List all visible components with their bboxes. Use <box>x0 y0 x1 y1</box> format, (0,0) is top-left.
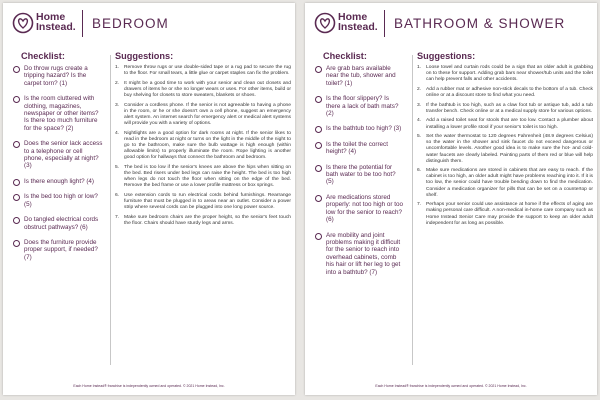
suggestion-item: 2. Add a rubber mat or adhesive non-stick decals to the bottom of a tub. Check online or at a discount store to find what you need. <box>417 86 593 98</box>
suggestion-item: 5. The bed is too low if the senior's knees are above the hips when sitting on the bed. Bed risers under bed legs can raise the height. The bed is too high when legs do not touch the floor when sitting on the edge of the bed. Remove the bed frame or use a lower profile mattress or box springs. <box>115 164 291 188</box>
checkbox-circle-icon[interactable] <box>13 66 20 73</box>
checklist-item[interactable]: Do throw rugs create a tripping hazard? Is the carpet torn? (1) <box>13 65 103 87</box>
checklist-item[interactable]: Are medications stored properly: not too high or too low for the senior to reach? (6) <box>315 194 405 224</box>
checkbox-circle-icon[interactable] <box>315 126 322 133</box>
suggestion-item: 2. It might be a good time to work with your senior and clean out closets and drawers of items he or she no longer wears or uses. For other items, build or buy shelving for closets to store sweaters, blankets or shoes. <box>115 80 291 98</box>
checkbox-circle-icon[interactable] <box>13 141 20 148</box>
suggestion-item: 6. Make sure medications are stored in cabinets that are easy to reach. If the cabinet is too high, an older adult might have problems reaching into it. If it is too low, the senior could have trouble bending down to find the medication. Consider a medication organizer for pills that can be set on a countertop or shelf. <box>417 168 593 198</box>
page-footer: Each Home Instead® franchise is independently owned and operated. © 2021 Home Instead, Inc. <box>73 384 225 388</box>
checkbox-circle-icon[interactable] <box>315 96 322 103</box>
checklist-item[interactable]: Does the furniture provide proper support, if needed? (7) <box>13 239 103 261</box>
checklist-item[interactable]: Is the bed too high or low? (5) <box>13 193 103 208</box>
suggestion-item: 6. Use extension cords to run electrical cords behind furnishings. Rearrange furniture that must be plugged in to areas near an outlet. Consider a power strip where several cords can be plugged into one long power source. <box>115 192 291 210</box>
column-divider <box>110 55 111 365</box>
checklist-item[interactable]: Is the bathtub too high? (3) <box>315 125 405 132</box>
checklist-item[interactable]: Is there enough light? (4) <box>13 178 103 185</box>
checklist-item[interactable]: Is the toilet the correct height? (4) <box>315 141 405 156</box>
suggestions-heading: Suggestions: <box>417 51 476 61</box>
checklist-item[interactable]: Is there the potential for bath water to be too hot? (5) <box>315 164 405 186</box>
checkbox-circle-icon[interactable] <box>13 179 20 186</box>
checkbox-circle-icon[interactable] <box>13 217 20 224</box>
page-footer: Each Home Instead® franchise is independently owned and operated. © 2021 Home Instead, Inc. <box>375 384 527 388</box>
checkbox-circle-icon[interactable] <box>13 240 20 247</box>
home-instead-logo-icon <box>314 12 336 34</box>
checkbox-circle-icon[interactable] <box>315 233 322 240</box>
suggestions-heading: Suggestions: <box>115 51 174 61</box>
page-header <box>305 3 597 49</box>
suggestion-item: 1. Remove throw rugs or use double-sided tape or a rug pad to secure the rug to the floor. For small tears, a little glue or carpet staples can fix the problem. <box>115 65 291 77</box>
checklist-column <box>3 51 109 361</box>
checklist-heading: Checklist: <box>21 51 65 61</box>
suggestion-item: 3. If the bathtub is too high, such as a claw foot tub or antique tub, add a tub transfer bench. Check online or at a medical supply store for various options. <box>417 102 593 114</box>
header-divider <box>384 10 385 37</box>
brand-logo-text: Home Instead. <box>338 11 378 33</box>
page-header <box>3 3 295 49</box>
suggestions-column <box>115 51 291 371</box>
page-title: BEDROOM <box>92 16 169 31</box>
checkbox-circle-icon[interactable] <box>315 66 322 73</box>
checkbox-circle-icon[interactable] <box>13 96 20 103</box>
suggestion-item: 3. Consider a cordless phone. If the senior is not agreeable to having a phone in the room, or he or she doesn't own a cell phone, suggest an emergency alert system. An internet search for emergency alert or medical alert systems will provide you with a variety of options. <box>115 102 291 126</box>
header-divider <box>82 10 83 37</box>
checklist-item[interactable]: Are grab bars available near the tub, shower and toilet? (1) <box>315 65 405 87</box>
checklist-item[interactable]: Is the room cluttered with clothing, magazines, newspaper or other items? Is there too much furniture for the space? (2) <box>13 95 103 132</box>
bedroom-page <box>3 3 295 395</box>
suggestion-item: 4. Add a raised toilet seat for stools that are too low. Contact a plumber about installing a lower profile stool if your senior's toilet is too high. <box>417 118 593 130</box>
suggestion-item: 5. Set the water thermostat to 120 degrees Fahrenheit (48.9 degrees Celsius) so the water in the shower and sink faucet do not exceed dangerous or uncomfortable levels. Another good idea is to make sure the hot- and cold-water faucets are clearly labeled. Painting parts of them red or blue will help distinguish them. <box>417 134 593 164</box>
suggestions-column <box>417 51 593 371</box>
checkbox-circle-icon[interactable] <box>315 142 322 149</box>
checklist-column <box>305 51 411 361</box>
checklist-item[interactable]: Does the senior lack access to a telephone or cell phone, especially at night? (3) <box>13 140 103 170</box>
suggestion-item: 7. Perhaps your senior could use assistance at home if the effects of aging are making personal care difficult. A non-medical in-home care company such as Home Instead Senior Care may provide the support to keep an older adult independent for as long as possible. <box>417 202 593 226</box>
checklist-item[interactable]: Is the floor slippery? Is there a lack of bath mats? (2) <box>315 95 405 117</box>
checklist-item[interactable]: Do tangled electrical cords obstruct pathways? (6) <box>13 216 103 231</box>
column-divider <box>412 55 413 365</box>
suggestion-item: 1. Loose towel and curtain rods could be a sign that an older adult is grabbing on to these for support. Adding grab bars near shower/tub units and the toilet can help prevent falls and other accidents. <box>417 65 593 83</box>
checkbox-circle-icon[interactable] <box>315 165 322 172</box>
page-title: BATHROOM & SHOWER <box>394 16 566 31</box>
bathroom-shower-page <box>305 3 597 395</box>
suggestion-item: 4. Nightlights are a good option for dark rooms at night. If the senior likes to read in the bedroom at night or turns on the light in the middle of the night to go to the bathroom, make sure the bulb wattage is high enough (within allowable limits) to properly illuminate the room. Rope lighting is another good option for hallways that connect the bathroom and bedroom. <box>115 130 291 160</box>
suggestion-item: 7. Make sure bedroom chairs are the proper height, so the senior's feet touch the floor. Chairs should have sturdy legs and arms. <box>115 214 291 226</box>
home-instead-logo-icon <box>12 12 34 34</box>
brand-logo-text: Home Instead. <box>36 11 76 33</box>
checklist-item[interactable]: Are mobility and joint problems making it difficult for the senior to reach into overhead cabinets, comb his hair or lift her leg to get into a bathtub? (7) <box>315 232 405 276</box>
checkbox-circle-icon[interactable] <box>315 195 322 202</box>
checkbox-circle-icon[interactable] <box>13 194 20 201</box>
checklist-heading: Checklist: <box>323 51 367 61</box>
